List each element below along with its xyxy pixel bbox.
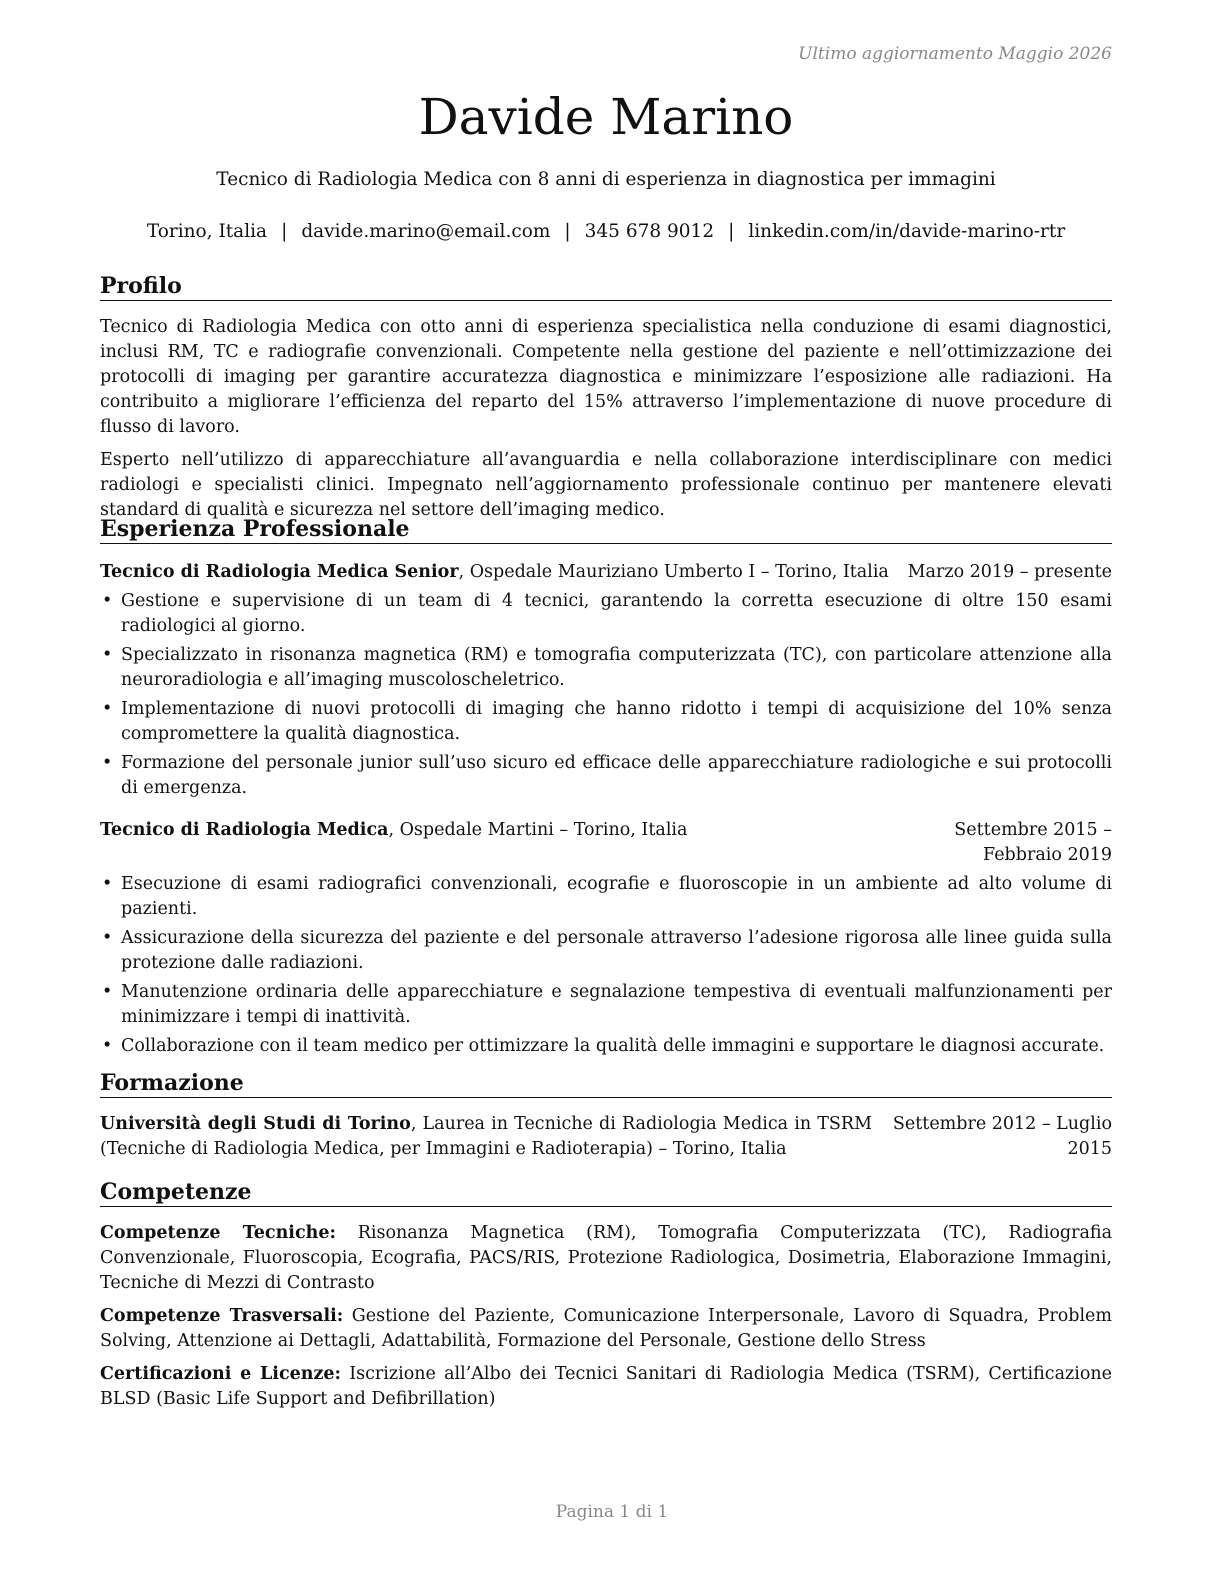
skill-group [100,1362,1112,1412]
education-degree: , Laurea in Tecniche di Radiologia Medica in TSRM (Tecniche di Radiologia Medica, per Immagini e Radioterapia) – Torino, Italia [100,1114,873,1159]
skill-text: Risonanza Magnetica (RM), Tomografia Computerizzata (TC), Radiografia Convenzionale, Fluoroscopia, Ecografia, PACS/RIS, Protezione Radiologica, Dosimetria, Elaborazione Immagini, Tecniche di Mezzi di Contrasto [100,1223,1112,1293]
bullet-icon: • [102,982,113,1002]
contact-location: Torino, Italia [146,221,268,242]
bullet-icon: • [102,753,113,773]
job-entry [100,560,1112,801]
bullet-icon: • [102,591,113,611]
contact-linkedin[interactable]: linkedin.com/in/davide-marino-rtr [748,221,1066,242]
skill-group [100,1304,1112,1354]
contact-email[interactable]: davide.marino@email.com [301,221,551,242]
section-title: Esperienza Professionale [100,515,1112,544]
contact-separator: | [281,221,288,242]
job-role: Tecnico di Radiologia Medica Senior [100,562,459,582]
skill-text: Iscrizione all’Albo dei Tecnici Sanitari di Radiologia Medica (TSRM), Certificazione BLSD (Basic Life Support and Defibrillation) [100,1364,1112,1409]
experience-section [100,515,1112,1063]
bullet-icon: • [102,645,113,665]
skill-label: Competenze Trasversali: [100,1306,344,1326]
page-number: Pagina 1 di 1 [555,1502,669,1522]
bullet-icon: • [102,928,113,948]
section-title: Formazione [100,1069,1112,1098]
list-item: • Assicurazione della sicurezza del paziente e del personale attraverso l’adesione rigorosa alle linee guida sulla protezione dalle radiazioni. [102,928,1112,973]
job-entry [100,818,1112,1059]
profile-paragraph: Tecnico di Radiologia Medica con otto anni di esperienza specialistica nella conduzione di esami diagnostici, inclusi RM, TC e radiografie convenzionali. Competente nella gestione del paziente e nell’ottimizzazione dei protocolli di imaging per garantire accuratezza diagnostica e minimizzare l’esposizione alle radiazioni. Ha contribuito a migliorare l’efficienza del reparto del 15% attraverso l’implementazione di nuove procedure di flusso di lavoro. [100,317,1112,437]
job-employer: , Ospedale Mauriziano Umberto I – Torino, Italia [458,562,889,582]
contact-separator: | [564,221,571,242]
section-title: Profilo [100,272,1112,301]
list-item: • Specializzato in risonanza magnetica (RM) e tomografia computerizzata (TC), con particolare attenzione alla neuroradiologia e all’imaging muscoloscheletrico. [102,645,1112,690]
contact-separator: | [728,221,735,242]
list-item: • Manutenzione ordinaria delle apparecchiature e segnalazione tempestiva di eventuali malfunzionamenti per minimizzare i tempi di inattività. [102,982,1112,1027]
tagline: Tecnico di Radiologia Medica con 8 anni di esperienza in diagnostica per immagini [216,169,996,190]
job-employer: , Ospedale Martini – Torino, Italia [388,820,688,840]
list-item: • Collaborazione con il team medico per ottimizzare la qualità delle immagini e supportare le diagnosi accurate. [100,1034,1112,1059]
last-updated: Ultimo aggiornamento Maggio 2026 [798,44,1112,64]
list-item: • Formazione del personale junior sull’uso sicuro ed efficace delle apparecchiature radiologiche e sui protocolli di emergenza. [102,753,1112,798]
job-dates: Marzo 2019 – presente [907,562,1112,582]
job-dates: Settembre 2015 – Febbraio 2019 [954,820,1112,865]
skill-label: Certificazioni e Licenze: [100,1364,341,1384]
contact-line [100,220,1112,244]
education-institution: Università degli Studi di Torino [100,1114,411,1134]
section-title: Competenze [100,1178,1112,1207]
profile-paragraph: Esperto nell’utilizzo di apparecchiature all’avanguardia e nella collaborazione interdisciplinare con medici radiologi e specialisti clinici. Impegnato nell’aggiornamento professionale continuo per mantenere elevati standard di qualità e sicurezza nel settore dell’imaging medico. [100,450,1112,520]
contact-phone: 345 678 9012 [584,221,715,242]
job-role: Tecnico di Radiologia Medica [100,820,389,840]
education-dates: Settembre 2012 – Luglio 2015 [892,1114,1112,1159]
list-item: • Implementazione di nuovi protocolli di imaging che hanno ridotto i tempi di acquisizione del 10% senza compromettere la qualità diagnostica. [102,699,1112,744]
list-item: • Gestione e supervisione di un team di 4 tecnici, garantendo la corretta esecuzione di oltre 150 esami radiologici al giorno. [102,591,1112,636]
profile-section [100,272,1112,523]
candidate-name: Davide Marino [418,88,794,146]
skill-group [100,1221,1112,1296]
bullet-icon: • [102,699,113,719]
skill-label: Competenze Tecniche: [100,1223,336,1243]
skill-text: Gestione del Paziente, Comunicazione Interpersonale, Lavoro di Squadra, Problem Solving, Attenzione ai Dettagli, Adattabilità, Formazione del Personale, Gestione dello Stress [100,1306,1112,1351]
education-section [100,1069,1112,1162]
skills-section [100,1178,1112,1412]
bullet-icon: • [102,874,113,894]
list-item: • Esecuzione di esami radiografici convenzionali, ecografie e fluoroscopie in un ambiente ad alto volume di pazienti. [102,874,1112,919]
bullet-icon: • [102,1036,113,1056]
